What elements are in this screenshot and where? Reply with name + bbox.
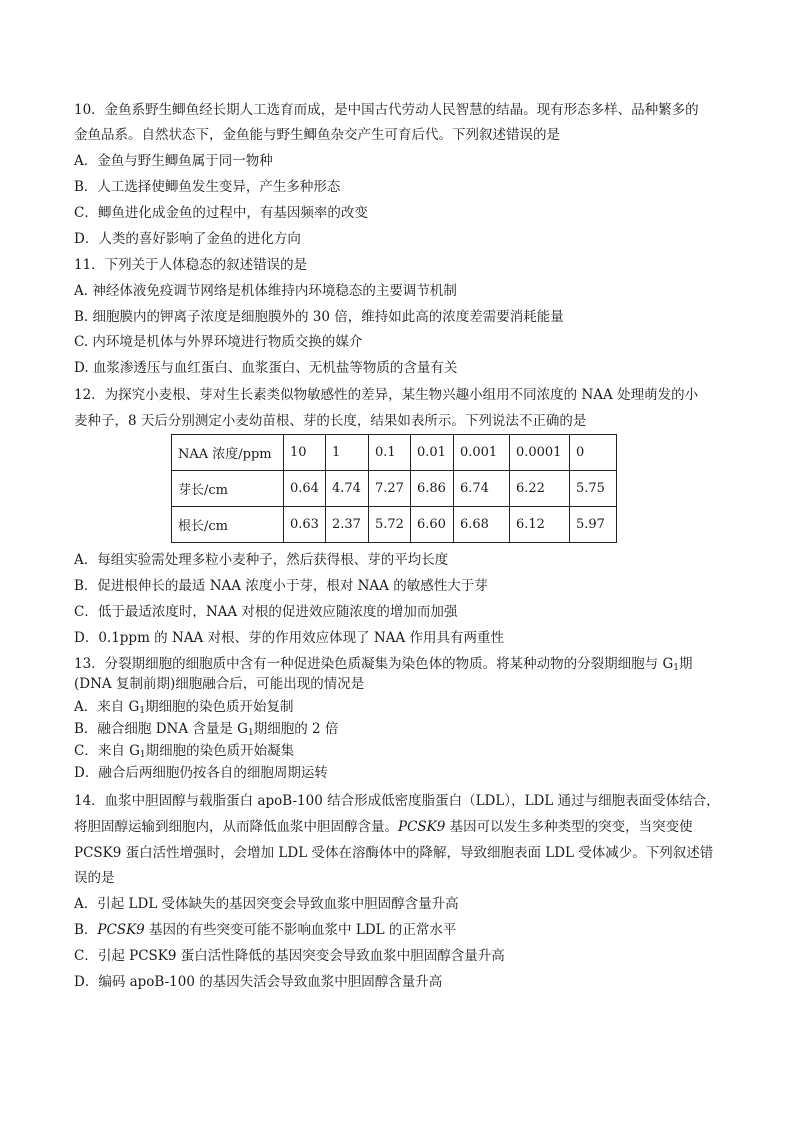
table-header-row — [172, 435, 617, 471]
option-text: 基因的有些突变可能不影响血浆中 LDL 的正常水平 — [144, 922, 457, 938]
q14-stem-text: 基因可以发生多种类型的突变，当突变使 — [445, 819, 693, 835]
q12-option-c: C．低于最适浓度时，NAA 对根的促进效应随浓度的增加而加强 — [74, 604, 458, 620]
q10-option-c: C．鲫鱼进化成金鱼的过程中，有基因频率的改变 — [74, 205, 368, 221]
naa-data-table — [171, 434, 617, 543]
q12-option-b: B．促进根伸长的最适 NAA 浓度小于芽，根对 NAA 的敏感性大于芽 — [74, 578, 488, 594]
q13-stem-text: 期 — [679, 656, 693, 672]
table-row — [172, 471, 617, 507]
table-cell: 0.63 — [284, 507, 326, 543]
subscript: 1 — [673, 663, 679, 673]
q14-option-c: C．引起 PCSK9 蛋白活性降低的基因突变会导致血浆中胆固醇含量升高 — [74, 948, 505, 964]
q14-stem-text: 将胆固醇运输到细胞内，从而降低血浆中胆固醇含量。 — [74, 819, 398, 835]
q13-option-d: D．融合后两细胞仍按各自的细胞周期运转 — [74, 765, 328, 781]
table-cell: 6.22 — [509, 471, 569, 507]
table-header-cell: 0 — [569, 435, 616, 471]
q12-stem-line2: 麦种子，8 天后分别测定小麦幼苗根、芽的长度，结果如表所示。下列说法不正确的是 — [74, 413, 587, 429]
table-cell: 6.74 — [453, 471, 509, 507]
q14-option-d: D．编码 apoB-100 的基因失活会导致血浆中胆固醇含量升高 — [74, 974, 443, 990]
q11-option-c: C. 内环境是机体与外界环境进行物质交换的媒介 — [74, 334, 363, 350]
table-header-cell: 0.0001 — [509, 435, 569, 471]
q12-option-a: A．每组实验需处理多粒小麦种子，然后获得根、芽的平均长度 — [74, 552, 449, 568]
q14-option-a: A．引起 LDL 受体缺失的基因突变会导致血浆中胆固醇含量升高 — [74, 896, 459, 912]
gene-name: PCSK9 — [97, 922, 145, 938]
gene-name: PCSK9 — [398, 819, 446, 835]
table-header-cell: 1 — [325, 435, 368, 471]
table-cell: 5.97 — [569, 507, 616, 543]
table-header-cell: 10 — [284, 435, 326, 471]
table-cell: 芽长/cm — [172, 471, 284, 507]
table-header-cell: 0.01 — [410, 435, 453, 471]
table-cell: 2.37 — [325, 507, 368, 543]
option-text: C．来自 G — [74, 743, 140, 759]
table-header-cell: 0.1 — [368, 435, 410, 471]
q12-option-d: D．0.1ppm 的 NAA 对根、芽的作用效应体现了 NAA 作用具有两重性 — [74, 630, 504, 646]
q11-option-b: B. 细胞膜内的钾离子浓度是细胞膜外的 30 倍，维持如此高的浓度差需要消耗能量 — [74, 309, 564, 325]
subscript: 1 — [139, 750, 146, 760]
table-cell: 6.12 — [509, 507, 569, 543]
option-text: A．来自 G — [74, 699, 140, 715]
option-text: 期细胞的染色质开始复制 — [145, 699, 294, 715]
table-cell: 5.75 — [569, 471, 616, 507]
table-row — [172, 507, 617, 543]
q14-stem-line3: PCSK9 蛋白活性增强时，会增加 LDL 受体在溶酶体中的降解，导致细胞表面 LDL 受体减少。下列叙述错 — [74, 845, 714, 861]
option-text: 期细胞的染色质开始凝集 — [145, 743, 295, 759]
table-cell: 根长/cm — [172, 507, 284, 543]
table-cell: 6.60 — [410, 507, 453, 543]
table-cell: 6.68 — [453, 507, 509, 543]
q13-option-a — [74, 697, 724, 721]
option-text: B．融合细胞 DNA 含量是 G — [74, 721, 248, 737]
q11-option-d: D. 血浆渗透压与血红蛋白、血浆蛋白、无机盐等物质的含量有关 — [74, 360, 458, 376]
q10-option-d: D．人类的喜好影响了金鱼的进化方向 — [74, 231, 301, 247]
q13-stem-line2: (DNA 复制前期)细胞融合后，可能出现的情况是 — [74, 676, 365, 692]
q10-option-a: A．金鱼与野生鲫鱼属于同一物种 — [74, 153, 273, 169]
q10-option-b: B．人工选择使鲫鱼发生变异，产生多种形态 — [74, 179, 341, 195]
q14-option-b — [74, 920, 724, 940]
table-cell: 0.64 — [284, 471, 326, 507]
q11-stem: 11．下列关于人体稳态的叙述错误的是 — [74, 257, 308, 273]
q12-stem-line1: 12．为探究小麦根、芽对生长素类似物敏感性的差异，某生物兴趣小组用不同浓度的 NAA 处理萌发的小 — [74, 387, 699, 403]
subscript: 1 — [247, 728, 254, 738]
table-cell: 5.72 — [368, 507, 410, 543]
q13-option-b — [74, 719, 724, 743]
option-text: 期细胞的 2 倍 — [253, 721, 339, 737]
q11-option-a: A. 神经体液免疫调节网络是机体维持内环境稳态的主要调节机制 — [74, 283, 457, 299]
q10-stem-line1: 10．金鱼系野生鲫鱼经长期人工选育而成，是中国古代劳动人民智慧的结晶。现有形态多样、品种繁多的 — [74, 102, 699, 118]
table-header-cell: 0.001 — [453, 435, 509, 471]
q14-stem-line4: 误的是 — [74, 870, 115, 886]
option-text: B． — [74, 922, 98, 938]
q10-stem-line2: 金鱼品系。自然状态下，金鱼能与野生鲫鱼杂交产生可育后代。下列叙述错误的是 — [74, 127, 560, 143]
q14-stem-line1: 14．血浆中胆固醇与载脂蛋白 apoB-100 结合形成低密度脂蛋白（LDL），LDL 通过与细胞表面受体结合， — [74, 793, 720, 809]
subscript: 1 — [139, 706, 146, 716]
table-cell: 6.86 — [410, 471, 453, 507]
q13-option-c — [74, 741, 724, 765]
table-header-cell: NAA 浓度/ppm — [172, 435, 284, 471]
q14-stem-line2 — [74, 817, 724, 837]
table-cell: 4.74 — [325, 471, 368, 507]
q13-stem-text: 13．分裂期细胞的细胞质中含有一种促进染色质凝集为染色体的物质。将某种动物的分裂期细胞与 G — [74, 656, 674, 672]
table-cell: 7.27 — [368, 471, 410, 507]
